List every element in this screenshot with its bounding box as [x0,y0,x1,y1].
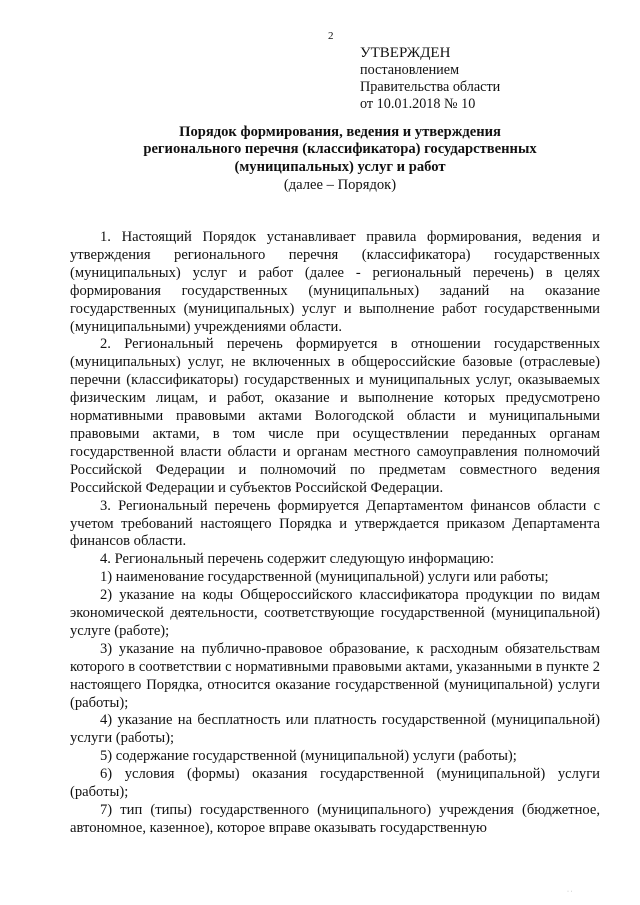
paragraph: 2. Региональный перечень формируется в отношении государственных (муниципальных) услуг, не включенных в общероссийские базовые (отраслевые) перечни (классификаторы) государственных и муниципальных услуг, оказываемых физическим лицам, и работ, оказание и выполнение которых предусмотрено нормативными правовыми актами Вологодской области и муниципальными правовыми актами, в том числе при осуществлении переданных органам государственной власти области и органам местного самоуправления полномочий Российской Федерации и полномочий по предметам совместного ведения Российской Федерации и субъектов Российской Федерации. [70,336,600,496]
paragraph: 3. Региональный перечень формируется Департаментом финансов области с учетом требований настоящего Порядка и утверждается приказом Департамента финансов области. [70,497,600,550]
document-body [70,229,600,838]
list-item: 3) указание на публично-правовое образование, к расходным обязательствам которого в соответствии с нормативными правовыми актами, указанными в пункте 2 настоящего Порядка, относится оказание государственной (муниципальной) услуги (работы); [70,640,600,711]
scan-corner-mark: · · [567,889,573,895]
list-item: 4) указание на бесплатность или платность государственной (муниципальной) услуги (работы); [70,712,600,747]
title-subtitle: (далее – Порядок) [283,177,397,194]
paragraph: 4. Региональный перечень содержит следующую информацию: [100,551,495,568]
approval-stamp-block [360,44,500,113]
list-item: 6) условия (формы) оказания государственной (муниципальной) услуги (работы); [70,766,600,801]
title-line-1: Порядок формирования, ведения и утверждения [179,124,501,140]
approval-heading: УТВЕРЖДЕН [360,45,451,61]
title-line-2: регионального перечня (классификатора) государственных [143,141,537,158]
list-item: 7) тип (типы) государственного (муниципального) учреждения (бюджетное, автономное, казенное), которое вправе оказывать государственную [70,802,600,836]
list-item: 2) указание на коды Общероссийского классификатора продукции по видам экономической деятельности, соответствующие государственной (муниципальной) услуге (работе); [70,587,600,639]
list-item: 1) наименование государственной (муниципальной) услуги или работы; [100,569,549,586]
approval-line-3: от 10.01.2018 № 10 [360,96,476,112]
list-item: 5) содержание государственной (муниципальной) услуги (работы); [100,748,517,765]
approval-line-1: постановлением [360,62,460,78]
page-number: 2 [328,30,334,42]
document-title [40,124,640,194]
title-line-3: (муниципальных) услуг и работ [234,158,446,175]
paragraph: 1. Настоящий Порядок устанавливает правила формирования, ведения и утверждения регионального перечня (классификатора) государственных (муниципальных) услуг и работ (далее - региональный перечень) в целях формирования государственных (муниципальных) заданий на оказание государственных (муниципальных) услуг и выполнение работ государственными (муниципальными) учреждениями области. [70,229,600,335]
approval-line-2: Правительства области [360,79,501,95]
